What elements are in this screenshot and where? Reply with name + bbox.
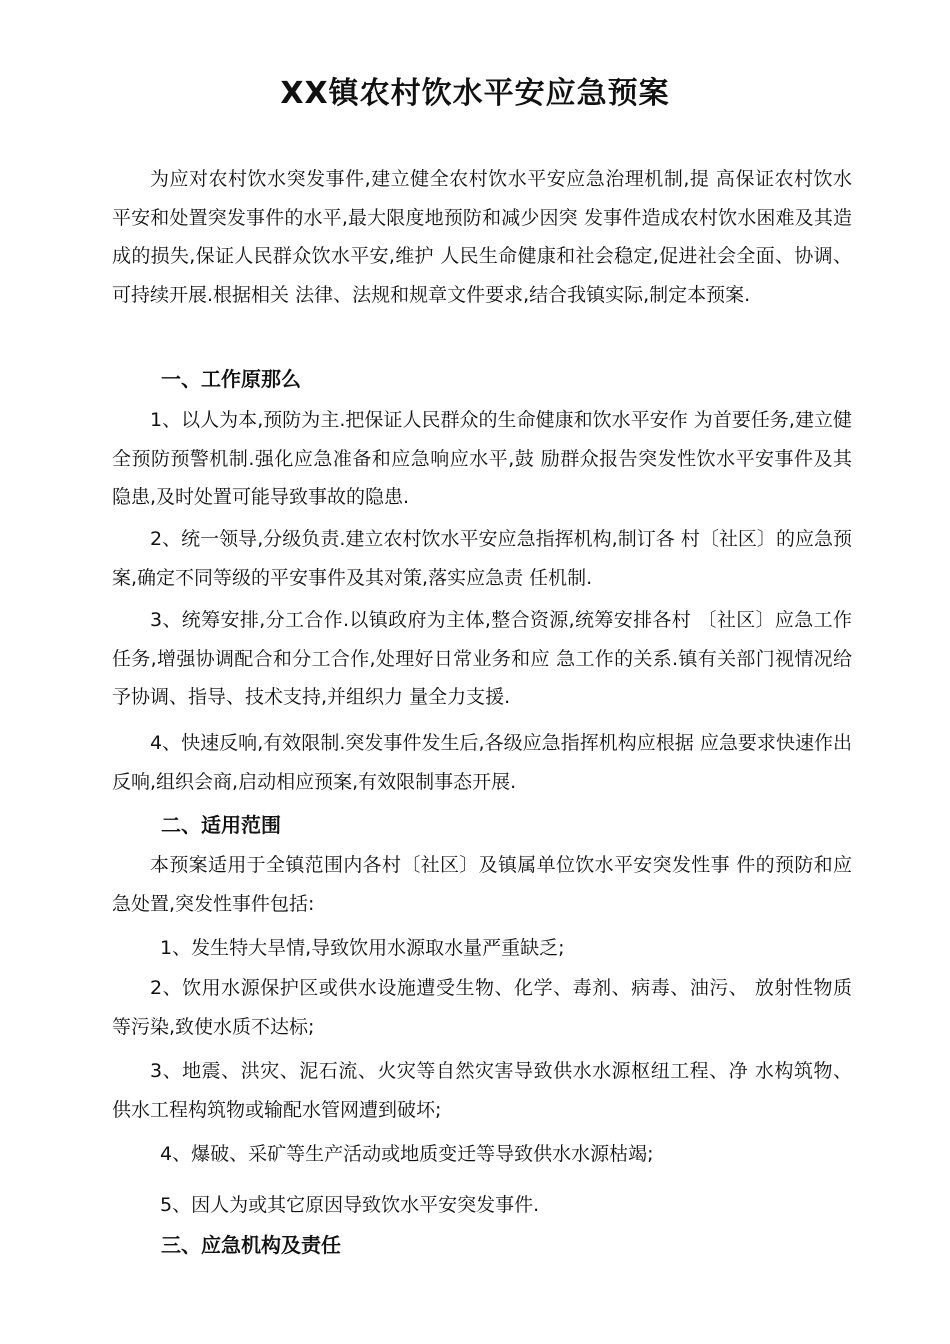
section-heading-principles: 一、工作原那么 [161,367,301,391]
scope-item-5: 5、因人为或其它原因导致饮水平安突发事件. [160,1194,540,1216]
section-heading-scope: 二、适用范围 [161,813,281,837]
scope-item-3: 3、地震、洪灾、泥石流、火灾等自然灾害导致供水水源枢纽工程、净 水构筑物、供水工程构筑物或输配水管网遭到破坏; [112,1060,852,1121]
principle-item-4: 4、快速反响,有效限制.突发事件发生后,各级应急指挥机构应根据 应急要求快速作出反响,组织会商,启动相应预案,有效限制事态开展. [112,732,852,793]
scope-intro-paragraph: 本预案适用于全镇范围内各村〔社区〕及镇属单位饮水平安突发性事 件的预防和应急处置,突发性事件包括: [112,854,852,915]
scope-item-2: 2、饮用水源保护区或供水设施遭受生物、化学、毒剂、病毒、油污、 放射性物质等污染,致使水质不达标; [112,977,852,1038]
scope-item-1: 1、发生特大旱情,导致饮用水源取水量严重缺乏; [160,937,565,959]
scope-item-4: 4、爆破、采矿等生产活动或地质变迁等导致供水水源枯竭; [160,1143,654,1165]
document-title: XX镇农村饮水平安应急预案 [280,76,670,111]
principle-item-3: 3、统筹安排,分工合作.以镇政府为主体,整合资源,统筹安排各村 〔社区〕应急工作任务,增强协调配合和分工合作,处理好日常业务和应 急工作的关系.镇有关部门视情况给予协调、指导、技术支持,并组织力 量全力支援. [112,609,852,708]
principle-item-2: 2、统一领导,分级负责.建立农村饮水平安应急指挥机构,制订各 村〔社区〕的应急预案,确定不同等级的平安事件及其对策,落实应急责 任机制. [112,528,852,589]
intro-paragraph: 为应对农村饮水突发事件,建立健全农村饮水平安应急治理机制,提 高保证农村饮水平安和处置突发事件的水平,最大限度地预防和减少因突 发事件造成农村饮水困难及其造成的损失,保证人民群众饮水平安,维护 人民生命健康和社会稳定,促进社会全面、协调、可持续开展.根据相关 法律、法规和规章文件要求,结合我镇实际,制定本预案. [112,168,852,306]
section-heading-emergency-organization: 三、应急机构及责任 [161,1233,341,1257]
principle-item-1: 1、以人为本,预防为主.把保证人民群众的生命健康和饮水平安作 为首要任务,建立健全预防预警机制.强化应急准备和应急响应水平,鼓 励群众报告突发性饮水平安事件及其隐患,及时处置可能导致事故的隐患. [112,409,852,508]
